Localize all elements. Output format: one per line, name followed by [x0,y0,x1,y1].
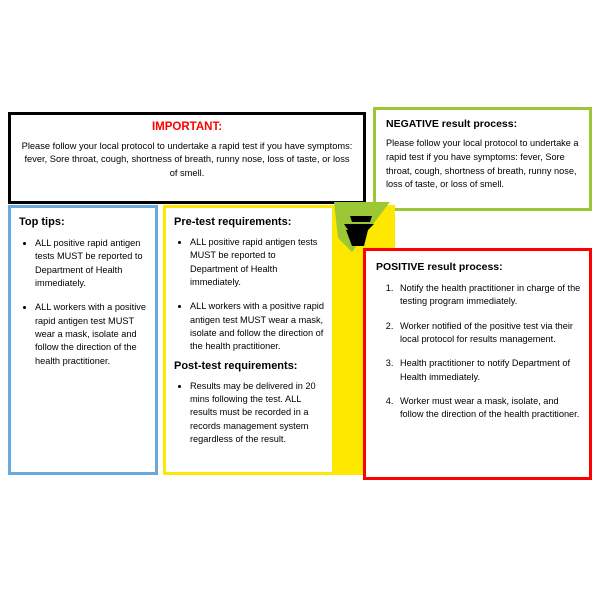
top-tips-title: Top tips: [19,216,65,228]
negative-body: Please follow your local protocol to undertake a rapid test if you have symptoms: fever, Sore throat, cough, shortness of breath, runny nose, loss of taste, or loss of smell. [386,138,579,190]
positive-panel-inner [366,251,589,477]
top-tips-panel [8,205,158,475]
important-body: Please follow your local protocol to undertake a rapid test if you have symptoms: fever, Sore throat, cough, shortness of breath, runny nose, loss of taste, or loss of smell. [21,140,353,178]
list-item: 1. Notify the health practitioner in charge of the testing program immediately. [396,282,581,309]
post-test-list [174,380,324,447]
list-item: • ALL positive rapid antigen tests MUST be reported to Department of Health immediately. [35,237,147,290]
positive-steps-list [376,282,581,422]
important-title: IMPORTANT: [151,121,223,133]
post-test-title: Post-test requirements: [174,359,298,372]
flow-arrow-icon [334,202,390,252]
negative-result-panel [373,107,592,211]
pre-test-title: Pre-test requirements: [174,216,292,228]
list-item: 4. Worker must wear a mask, isolate, and follow the direction of the health practitioner. [396,395,581,422]
important-panel [8,112,366,204]
positive-title: POSITIVE result process: [376,261,503,273]
pre-test-panel [163,205,335,475]
positive-result-panel [363,248,592,480]
list-item: • ALL workers with a positive rapid antigen test MUST wear a mask, isolate and follow the direction of the health practitioner. [35,301,147,368]
pre-test-list [174,236,324,354]
list-item: • ALL positive rapid antigen tests MUST be reported to Department of Health immediately. [190,236,324,289]
list-item: • Results may be delivered in 20 mins following the test. ALL results must be recorded in a records management system regardless of the result. [190,380,324,447]
top-tips-panel-inner [11,208,155,472]
negative-title: NEGATIVE result process: [386,118,518,130]
list-item: • ALL workers with a positive rapid antigen test MUST wear a mask, isolate and follow the direction of the health practitioner. [190,300,324,353]
top-tips-list [19,237,147,368]
important-panel-inner [11,115,363,201]
negative-panel-inner [376,110,589,208]
pre-test-panel-inner [166,208,332,472]
list-item: 3. Health practitioner to notify Department of Health immediately. [396,357,581,384]
list-item: 2. Worker notified of the positive test via their local protocol for results management. [396,320,581,347]
